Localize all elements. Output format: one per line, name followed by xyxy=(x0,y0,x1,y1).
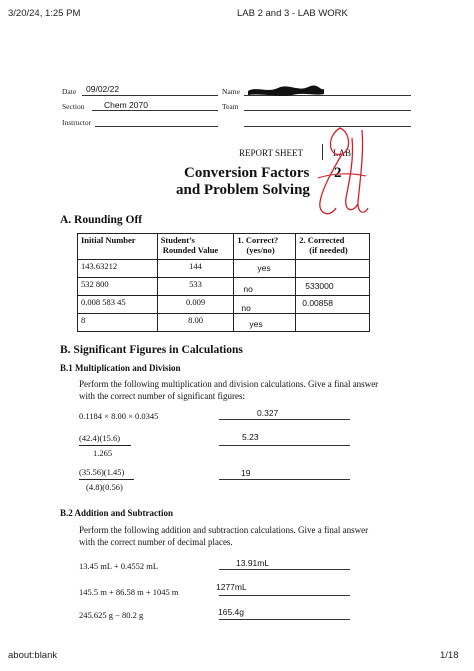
header-corrected: 2. Corrected (if needed) xyxy=(296,234,370,260)
print-doc-title: LAB 2 and 3 - LAB WORK xyxy=(237,8,348,19)
cell-initial: 143.63212 xyxy=(78,260,158,278)
b2-heading: B.2 Addition and Subtraction xyxy=(60,508,174,518)
date-label: Date xyxy=(62,87,77,96)
section-underline xyxy=(92,110,218,111)
section-label: Section xyxy=(62,102,85,111)
cell-corrected xyxy=(296,314,370,332)
table-row xyxy=(78,296,370,314)
answer-6: 165.4g xyxy=(218,607,244,617)
question-6: 245.625 g − 80.2 g xyxy=(79,610,144,620)
answer-5-line xyxy=(219,595,350,596)
question-1: 0.1184 × 8.00 × 0.0345 xyxy=(79,411,159,421)
cell-corrected: 533000 xyxy=(296,278,370,296)
print-datetime: 3/20/24, 1:25 PM xyxy=(8,8,81,19)
fraction-2-bar xyxy=(79,445,131,446)
cell-initial: 532 800 xyxy=(78,278,158,296)
answer-6-line xyxy=(219,619,350,620)
answer-1: 0.327 xyxy=(257,408,279,418)
cell-rounded: 0.009 xyxy=(157,296,234,314)
cell-corrected: 0.00858 xyxy=(296,296,370,314)
instructor-label: Instructor xyxy=(62,118,92,127)
fraction-3-bar xyxy=(79,479,134,480)
name-label: Name xyxy=(222,87,240,96)
section-value: Chem 2070 xyxy=(104,100,148,110)
cell-initial: 8 xyxy=(78,314,158,332)
date-underline xyxy=(82,95,218,96)
date-value: 09/02/22 xyxy=(86,84,120,94)
cell-correct: yes xyxy=(234,260,296,278)
report-sheet-label: REPORT SHEET xyxy=(239,148,304,158)
answer-1-line xyxy=(219,419,350,420)
table-row xyxy=(78,260,370,278)
b1-instructions-line2: with the correct number of significant figures: xyxy=(79,391,245,401)
b2-instructions-line2: with the correct number of decimal places. xyxy=(79,537,233,547)
cell-rounded: 533 xyxy=(157,278,234,296)
rounding-table xyxy=(77,233,370,332)
cell-initial: 0.008 583 45 xyxy=(78,296,158,314)
cell-correct: no xyxy=(234,278,296,296)
table-header-row xyxy=(78,234,370,260)
cell-rounded: 8.00 xyxy=(157,314,234,332)
header-rounded-value: Student’s Rounded Value xyxy=(157,234,234,260)
question-2-denominator: 1.265 xyxy=(93,448,113,458)
cell-corrected xyxy=(296,260,370,278)
print-page-number: 1/18 xyxy=(440,650,459,661)
print-url: about:blank xyxy=(8,650,58,661)
answer-3: 19 xyxy=(241,468,251,478)
b2-instructions-line1: Perform the following addition and subtraction calculations. Give a final answer xyxy=(79,525,369,535)
b1-heading: B.1 Multiplication and Division xyxy=(60,363,181,373)
header-initial-number: Initial Number xyxy=(78,234,158,260)
cell-correct: no xyxy=(234,296,296,314)
section-a-heading: A. Rounding Off xyxy=(60,214,143,226)
table-row xyxy=(78,314,370,332)
name-redaction xyxy=(246,83,326,97)
instructor-underline xyxy=(95,126,218,127)
section-b-heading: B. Significant Figures in Calculations xyxy=(60,344,243,356)
b1-instructions-line1: Perform the following multiplication and division calculations. Give a final answer xyxy=(79,379,379,389)
team-label: Team xyxy=(222,102,239,111)
page-title-line2: and Problem Solving xyxy=(176,182,310,198)
cell-correct: yes xyxy=(234,314,296,332)
question-2-numerator: (42.4)(15.6) xyxy=(79,433,121,443)
team-underline xyxy=(244,110,411,111)
red-grade-mark xyxy=(312,118,372,228)
table-row xyxy=(78,278,370,296)
answer-2: 5.23 xyxy=(242,432,259,442)
lab-label: LAB xyxy=(333,148,351,158)
answer-4: 13.91mL xyxy=(236,558,270,568)
page-title-line1: Conversion Factors xyxy=(184,165,310,181)
cell-rounded: 144 xyxy=(157,260,234,278)
answer-3-line xyxy=(219,479,350,480)
lab-number: 2 xyxy=(334,165,342,181)
question-4: 13.45 mL + 0.4552 mL xyxy=(79,561,159,571)
question-5: 145.5 m + 86.58 m + 1045 m xyxy=(79,587,179,597)
answer-4-line xyxy=(219,569,350,570)
question-3-denominator: (4.8)(0.56) xyxy=(86,482,123,492)
answer-5: 1277mL xyxy=(216,582,247,592)
answer-2-line xyxy=(219,445,350,446)
question-3-numerator: (35.56)(1.45) xyxy=(79,467,125,477)
header-correct: 1. Correct? (yes/no) xyxy=(234,234,296,260)
